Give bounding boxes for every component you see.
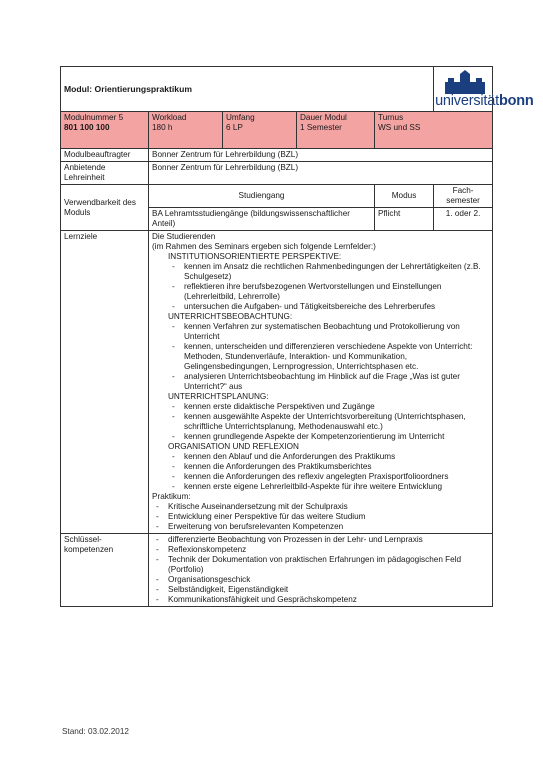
praktikum-heading: Praktikum:	[152, 492, 191, 501]
info-row	[61, 112, 493, 149]
beauftragter-row	[61, 149, 493, 162]
anbietende-label: Anbietende Lehreinheit	[61, 162, 149, 185]
anbietende-row	[61, 162, 493, 185]
lernfeld-list	[168, 452, 489, 492]
lernziel-item: - kennen Verfahren zur systematischen Beobachtung und Protokollierung von Unterricht	[168, 322, 489, 342]
fachsemester-value: 1. oder 2.	[434, 208, 493, 231]
workload-label: Workload	[152, 113, 187, 122]
praktikum-item: - Kritische Auseinandersetzung mit der Schulpraxis	[152, 502, 489, 512]
schluessel-list	[152, 535, 489, 605]
turnus-cell	[375, 112, 493, 149]
workload-value: 180 h	[152, 123, 173, 132]
verwendbarkeit-label: Verwendbarkeit des Moduls	[61, 185, 149, 231]
lernziel-item: - kennen den Ablauf und die Anforderungen des Praktikums	[168, 452, 489, 462]
lernziel-item: - analysieren Unterrichtsbeobachtung im Hinblick auf die Frage „Was ist guter Unterricht?“ aus	[168, 372, 489, 392]
lernziel-item: - kennen erste eigene Lehrerleitbild-Aspekte für ihre weitere Entwicklung	[168, 482, 489, 492]
modus-value: Pflicht	[375, 208, 434, 231]
module-title-cell	[61, 67, 434, 112]
umfang-value: 6 LP	[226, 123, 243, 132]
schluesselkompetenz-item: - Technik der Dokumentation von praktischen Erfahrungen im pädagogischen Feld (Portfolio)	[152, 555, 489, 575]
lernfeld-list	[168, 262, 489, 312]
fachsemester-header: Fach-semester	[434, 185, 493, 208]
lernfeld-heading: UNTERRICHTSPLANUNG:	[168, 392, 269, 401]
schluesselkompetenz-item: - differenzierte Beobachtung von Prozessen in der Lehr- und Lernpraxis	[152, 535, 489, 545]
modus-header: Modus	[375, 185, 434, 208]
logo-wordmark	[435, 94, 534, 108]
university-logo	[434, 67, 534, 112]
schluesselkompetenz-item: - Selbständigkeit, Eigenständigkeit	[152, 585, 489, 595]
lernziel-item: - kennen im Ansatz die rechtlichen Rahmenbedingungen der Lehrertätigkeiten (z.B. Schulgesetz)	[168, 262, 489, 282]
lernfeld-list	[168, 402, 489, 442]
schluessel-content	[149, 534, 493, 607]
schluessel-row	[61, 534, 493, 607]
dauer-value: 1 Semester	[300, 123, 342, 132]
schluesselkompetenz-item: - Kommunikationsfähigkeit und Gesprächskompetenz	[152, 595, 489, 605]
university-building-icon	[443, 70, 487, 94]
lernziel-item: - kennen die Anforderungen des reflexiv angelegten Praxisportfolioordners	[168, 472, 489, 482]
praktikum-item: - Erweiterung von berufsrelevanten Kompetenzen	[152, 522, 489, 532]
workload-cell	[149, 112, 223, 149]
schluesselkompetenz-item: - Reflexionskompetenz	[152, 545, 489, 555]
praktikum-item: - Entwicklung einer Perspektive für das weitere Studium	[152, 512, 489, 522]
umfang-cell	[223, 112, 297, 149]
turnus-value: WS und SS	[378, 123, 421, 132]
lernziele-content	[149, 231, 493, 534]
beauftragter-value: Bonner Zentrum für Lehrerbildung (BZL)	[149, 149, 493, 162]
anbietende-value: Bonner Zentrum für Lehrerbildung (BZL)	[149, 162, 493, 185]
logo-suffix: bonn	[498, 93, 534, 109]
lernziel-item: - kennen ausgewählte Aspekte der Unterrichtsvorbereitung (Unterrichtsphasen, schriftliche Unterrichtsplanung, Methodenauswahl etc.)	[168, 412, 489, 432]
module-table	[60, 66, 534, 607]
lernfeld-heading: ORGANISATION UND REFLEXION	[168, 442, 299, 451]
lernziel-item: - reflektieren ihre berufsbezogenen Wertvorstellungen und Einstellungen (Lehrerleitbild, Lehrerrolle)	[168, 282, 489, 302]
lernziele-row	[61, 231, 493, 534]
modulnummer-cell	[61, 112, 149, 149]
lernfeld-heading: UNTERRICHTSBEOBACHTUNG:	[168, 312, 293, 321]
schluessel-label: Schlüssel-kompetenzen	[61, 534, 149, 607]
lernziele-sections	[152, 252, 489, 492]
logo-prefix: universität	[435, 93, 499, 109]
schluesselkompetenz-item: - Organisationsgeschick	[152, 575, 489, 585]
logo-wrap	[434, 67, 534, 111]
lernziel-item: - untersuchen die Aufgaben- und Tätigkeitsbereiche des Lehrerberufes	[168, 302, 489, 312]
title-row	[61, 67, 493, 112]
dauer-cell	[297, 112, 375, 149]
beauftragter-label: Modulbeauftragter	[61, 149, 149, 162]
lernfeld-heading: INSTITUTIONSORIENTIERTE PERSPEKTIVE:	[168, 252, 342, 261]
dauer-label: Dauer Modul	[300, 113, 347, 122]
stand-date: Stand: 03.02.2012	[62, 727, 129, 736]
modulnummer-label: Modulnummer 5	[64, 113, 124, 122]
umfang-label: Umfang	[226, 113, 255, 122]
studiengang-header: Studiengang	[149, 185, 375, 208]
lernziel-item: - kennen, unterscheiden und differenzieren verschiedene Aspekte von Unterricht: Methoden, Stundenverläufe, Interaktion- und Kommunikation, Gelingensbedingungen, Lernprogression, Unterrichtsphasen etc.	[168, 342, 489, 372]
lernziele-intro: Die Studierenden	[152, 232, 216, 241]
lernziele-label: Lernziele	[61, 231, 149, 534]
turnus-label: Turnus	[378, 113, 404, 122]
lernziele-intro-note: (im Rahmen des Seminars ergeben sich folgende Lernfelder:)	[152, 242, 376, 251]
module-title: Modul: Orientierungspraktikum	[64, 83, 192, 94]
lernziel-item: - kennen erste didaktische Perspektiven und Zugänge	[168, 402, 489, 412]
lernziel-item: - kennen grundlegende Aspekte der Kompetenzorientierung im Unterricht	[168, 432, 489, 442]
verwendbarkeit-head-row	[61, 185, 493, 208]
studiengang-value: BA Lehramtsstudiengänge (bildungswissenschaftlicher Anteil)	[149, 208, 375, 231]
lernziel-item: - kennen die Anforderungen des Praktikumsberichtes	[168, 462, 489, 472]
praktikum-list	[152, 502, 489, 532]
lernfeld-list	[168, 322, 489, 392]
modulnummer-value: 801 100 100	[64, 123, 110, 132]
